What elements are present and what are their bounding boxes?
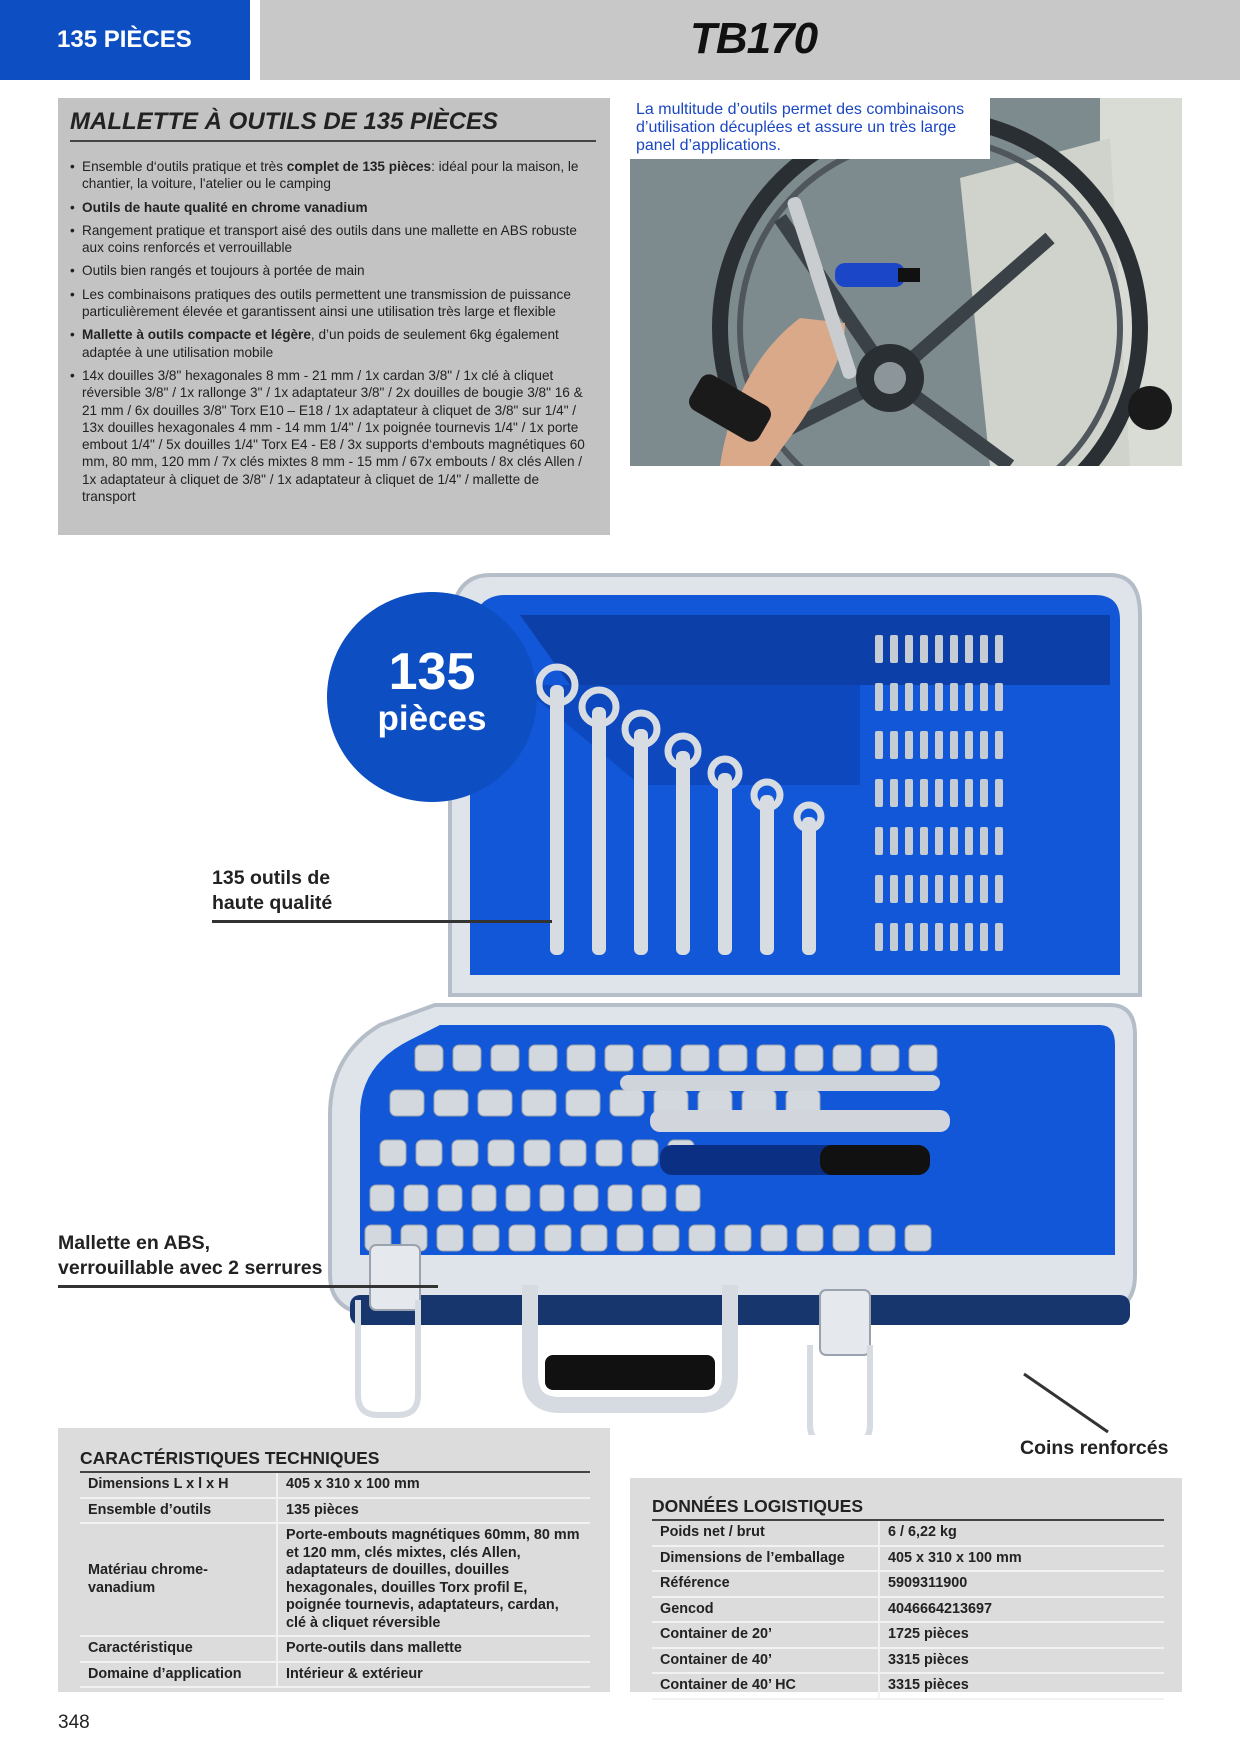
bit-icon xyxy=(980,635,988,663)
tech-specs-title: CARACTÉRISTIQUES TECHNIQUES xyxy=(80,1448,590,1473)
bit-icon xyxy=(890,779,898,807)
bit-icon xyxy=(980,875,988,903)
logistics-table xyxy=(652,1521,1164,1700)
bit-icon xyxy=(890,683,898,711)
socket-icon xyxy=(574,1185,598,1211)
bit-icon xyxy=(905,683,913,711)
feature-text: 14x douilles 3/8" hexagonales 8 mm - 21 mm / 1x cardan 3/8" / 1x clé à cliquet réversible 3/8" / 1x rallonge 3" / 1x adaptateur 3/8" / 2x douilles de bougie 3/8" 16 & 21 mm / 6x douilles 3/8" Torx E10 – E18 / 1x adaptateur à cliquet de 3/8" sur 1/4" / 13x douilles hexagonales 4 mm - 14 mm 1/4" / 1x poignée tournevis 1/4" / 1x porte embout 1/4" / 5x douilles 1/4" Torx E4 - E8 / 3x supports d‘embouts magnétiques 60 mm, 80 mm, 120 mm / 7x clés mixtes 8 mm - 15 mm / 67x embouts / 8x clés Allen / 1x adaptateur à cliquet de 3/8" / 1x adaptateur à cliquet de 1/4" / mallette de transport xyxy=(82,367,585,505)
tech-row xyxy=(80,1662,590,1688)
logistics-value: 405 x 310 x 100 mm xyxy=(879,1546,1164,1572)
photo-caption: La multitude d’outils permet des combinaisons d’utilisation décuplées et assure un très large panel d’applications. xyxy=(630,98,990,159)
callout-corners: Coins renforcés xyxy=(1020,1437,1169,1459)
callout-case-leader xyxy=(58,1285,438,1288)
bit-icon xyxy=(950,731,958,759)
socket-icon xyxy=(610,1090,644,1116)
bit-icon xyxy=(875,635,883,663)
bit-icon xyxy=(965,923,973,951)
logistics-label: Référence xyxy=(652,1571,879,1597)
logistics-label: Container de 20’ xyxy=(652,1622,879,1648)
bit-icon xyxy=(980,683,988,711)
socket-icon xyxy=(390,1090,424,1116)
bit-icon xyxy=(965,827,973,855)
feature-text: Outils bien rangés et toujours à portée de main xyxy=(82,263,365,279)
bit-icon xyxy=(905,875,913,903)
socket-icon xyxy=(681,1045,709,1071)
logistics-row xyxy=(652,1597,1164,1623)
socket-icon xyxy=(522,1090,556,1116)
bit-icon xyxy=(875,779,883,807)
logistics-row xyxy=(652,1648,1164,1674)
socket-icon xyxy=(869,1225,895,1251)
tech-label: Ensemble d’outils xyxy=(80,1498,277,1524)
feature-item xyxy=(70,367,596,505)
page-number: 348 xyxy=(58,1712,90,1733)
product-code: TB170 xyxy=(690,14,818,63)
feature-bold-text: Mallette à outils compacte et légère xyxy=(82,327,311,343)
bit-icon xyxy=(935,731,943,759)
callout-tools-line1: 135 outils de xyxy=(212,867,331,889)
logistics-row xyxy=(652,1673,1164,1699)
socket-icon xyxy=(472,1185,496,1211)
bit-icon xyxy=(965,875,973,903)
logistics-label: Poids net / brut xyxy=(652,1521,879,1546)
socket-icon xyxy=(605,1045,633,1071)
feature-item xyxy=(70,286,596,321)
pieces-badge xyxy=(327,592,537,802)
socket-icon xyxy=(725,1225,751,1251)
header-tag xyxy=(0,0,250,80)
wrench-icon xyxy=(718,773,732,955)
socket-icon xyxy=(560,1140,586,1166)
callout-tools-leader xyxy=(212,920,552,923)
tech-label: Caractéristique xyxy=(80,1636,277,1662)
feature-text: Les combinaisons pratiques des outils permettent une transmission de puissance particulièrement élevée et garantissent ainsi une utilisation très large et flexible xyxy=(82,286,571,320)
tech-label: Dimensions L x l x H xyxy=(80,1473,277,1498)
bit-icon xyxy=(950,779,958,807)
bit-icon xyxy=(950,827,958,855)
tech-value: Porte-embouts magnétiques 60mm, 80 mm et 120 mm, clés mixtes, clés Allen, adaptateurs de douilles, douilles hexagonales, douilles Torx profil E, poignée tournevis, adaptateurs, cardan, clé à cliquet réversible xyxy=(277,1523,590,1636)
feature-item xyxy=(70,199,596,216)
socket-icon xyxy=(438,1185,462,1211)
bit-icon xyxy=(965,731,973,759)
header-tag-text: 135 PIÈCES xyxy=(57,26,192,53)
bit-icon xyxy=(920,683,928,711)
bit-icon xyxy=(995,779,1003,807)
socket-icon xyxy=(581,1225,607,1251)
socket-icon xyxy=(415,1045,443,1071)
bit-icon xyxy=(980,923,988,951)
socket-icon xyxy=(833,1225,859,1251)
bit-icon xyxy=(965,635,973,663)
logistics-label: Gencod xyxy=(652,1597,879,1623)
bit-icon xyxy=(935,923,943,951)
socket-icon xyxy=(871,1045,899,1071)
feature-bold-text: complet de 135 pièces xyxy=(286,159,432,174)
tech-row xyxy=(80,1636,590,1662)
socket-icon xyxy=(434,1090,468,1116)
bit-icon xyxy=(920,779,928,807)
bit-icon xyxy=(875,827,883,855)
bit-icon xyxy=(950,683,958,711)
bit-icon xyxy=(920,827,928,855)
description-box xyxy=(58,98,610,535)
tech-label: Matériau chrome-vanadium xyxy=(80,1523,277,1636)
logistics-row xyxy=(652,1622,1164,1648)
bit-icon xyxy=(890,875,898,903)
bit-icon xyxy=(980,731,988,759)
socket-icon xyxy=(632,1140,658,1166)
feature-item xyxy=(70,222,596,257)
callout-tools-line2: haute qualité xyxy=(212,892,333,914)
usage-photo xyxy=(630,98,1182,466)
logistics-value: 3315 pièces xyxy=(879,1648,1164,1674)
bit-icon xyxy=(965,683,973,711)
socket-icon xyxy=(617,1225,643,1251)
bit-icon xyxy=(995,827,1003,855)
wrench-icon xyxy=(802,817,816,955)
bit-icon xyxy=(905,827,913,855)
tech-value: Intérieur & extérieur xyxy=(277,1662,590,1688)
socket-icon xyxy=(905,1225,931,1251)
bit-icon xyxy=(890,731,898,759)
bit-icon xyxy=(875,683,883,711)
logistics-label: Container de 40’ xyxy=(652,1648,879,1674)
bit-icon xyxy=(935,779,943,807)
tech-row xyxy=(80,1523,590,1636)
bit-icon xyxy=(935,875,943,903)
socket-icon xyxy=(833,1045,861,1071)
socket-icon xyxy=(540,1185,564,1211)
socket-icon xyxy=(689,1225,715,1251)
bit-icon xyxy=(935,827,943,855)
socket-icon xyxy=(478,1090,512,1116)
socket-icon xyxy=(452,1140,478,1166)
socket-icon xyxy=(380,1140,406,1166)
socket-icon xyxy=(404,1185,428,1211)
socket-icon xyxy=(642,1185,666,1211)
bit-icon xyxy=(950,635,958,663)
feature-list xyxy=(70,158,596,505)
tech-specs-box xyxy=(58,1428,610,1692)
bit-icon xyxy=(995,731,1003,759)
socket-icon xyxy=(757,1045,785,1071)
logistics-row xyxy=(652,1546,1164,1572)
badge-unit: pièces xyxy=(377,699,487,738)
socket-icon xyxy=(797,1225,823,1251)
tech-row xyxy=(80,1498,590,1524)
feature-text: Ensemble d‘outils pratique et très xyxy=(82,159,287,174)
socket-icon xyxy=(509,1225,535,1251)
bit-icon xyxy=(995,875,1003,903)
wrench-icon xyxy=(634,729,648,955)
socket-icon xyxy=(761,1225,787,1251)
logistics-label: Container de 40’ HC xyxy=(652,1673,879,1699)
callout-tools xyxy=(212,866,332,916)
socket-icon xyxy=(488,1140,514,1166)
bit-icon xyxy=(875,923,883,951)
bit-icon xyxy=(980,827,988,855)
socket-icon xyxy=(524,1140,550,1166)
socket-icon xyxy=(909,1045,937,1071)
tech-value: 135 pièces xyxy=(277,1498,590,1524)
socket-icon xyxy=(545,1225,571,1251)
bit-icon xyxy=(920,923,928,951)
bit-icon xyxy=(875,731,883,759)
tech-row xyxy=(80,1473,590,1498)
socket-icon xyxy=(719,1045,747,1071)
socket-icon xyxy=(608,1185,632,1211)
logistics-value: 1725 pièces xyxy=(879,1622,1164,1648)
logistics-box xyxy=(630,1478,1182,1692)
bit-icon xyxy=(920,875,928,903)
tech-label: Domaine d’application xyxy=(80,1662,277,1688)
bit-icon xyxy=(905,731,913,759)
callout-case-line2: verrouillable avec 2 serrures xyxy=(58,1257,323,1279)
tech-value: Porte-outils dans mallette xyxy=(277,1636,590,1662)
bit-icon xyxy=(950,923,958,951)
feature-bold-text: Outils de haute qualité en chrome vanadium xyxy=(82,199,368,215)
logistics-title: DONNÉES LOGISTIQUES xyxy=(652,1496,1164,1521)
wrench-icon xyxy=(592,707,606,955)
logistics-label: Dimensions de l’emballage xyxy=(652,1546,879,1572)
logistics-row xyxy=(652,1571,1164,1597)
socket-icon xyxy=(567,1045,595,1071)
feature-item xyxy=(70,326,596,361)
bit-icon xyxy=(935,683,943,711)
tech-value: 405 x 310 x 100 mm xyxy=(277,1473,590,1498)
socket-icon xyxy=(370,1185,394,1211)
socket-icon xyxy=(491,1045,519,1071)
socket-icon xyxy=(653,1225,679,1251)
socket-icon xyxy=(506,1185,530,1211)
logistics-row xyxy=(652,1521,1164,1546)
bit-icon xyxy=(890,827,898,855)
bit-icon xyxy=(980,779,988,807)
bit-icon xyxy=(995,683,1003,711)
socket-icon xyxy=(566,1090,600,1116)
bit-icon xyxy=(905,779,913,807)
logistics-value: 6 / 6,22 kg xyxy=(879,1521,1164,1546)
bit-icon xyxy=(875,875,883,903)
socket-icon xyxy=(437,1225,463,1251)
logistics-value: 4046664213697 xyxy=(879,1597,1164,1623)
bit-icon xyxy=(905,635,913,663)
bit-icon xyxy=(950,875,958,903)
feature-text-after: , d’un poids de seulement 6kg également adaptée à une utilisation mobile xyxy=(82,327,559,360)
wrench-icon xyxy=(760,795,774,955)
bit-icon xyxy=(920,635,928,663)
badge-number: 135 xyxy=(388,643,476,701)
socket-icon xyxy=(529,1045,557,1071)
feature-item xyxy=(70,158,596,193)
bit-icon xyxy=(905,923,913,951)
logistics-value: 3315 pièces xyxy=(879,1673,1164,1699)
bit-icon xyxy=(995,923,1003,951)
feature-text-after: : idéal pour la maison, le chantier, la voiture, l'atelier ou le camping xyxy=(82,159,579,192)
socket-icon xyxy=(416,1140,442,1166)
feature-item xyxy=(70,262,596,279)
bit-icon xyxy=(890,635,898,663)
socket-icon xyxy=(453,1045,481,1071)
socket-icon xyxy=(643,1045,671,1071)
socket-icon xyxy=(795,1045,823,1071)
callout-case xyxy=(58,1231,323,1281)
wrench-icon xyxy=(550,685,564,955)
socket-icon xyxy=(473,1225,499,1251)
logistics-value: 5909311900 xyxy=(879,1571,1164,1597)
bit-icon xyxy=(890,923,898,951)
bit-icon xyxy=(935,635,943,663)
feature-text: Rangement pratique et transport aisé des outils dans une mallette en ABS robuste aux coins renforcés et verrouillable xyxy=(82,222,577,256)
callout-case-line1: Mallette en ABS, xyxy=(58,1232,211,1254)
bit-icon xyxy=(995,635,1003,663)
socket-icon xyxy=(596,1140,622,1166)
socket-icon xyxy=(676,1185,700,1211)
bit-icon xyxy=(965,779,973,807)
description-title: MALLETTE À OUTILS DE 135 PIÈCES xyxy=(70,108,596,142)
callout-corners-leader xyxy=(1020,1370,1110,1440)
wrench-icon xyxy=(676,751,690,955)
tech-specs-table xyxy=(80,1473,590,1688)
bit-icon xyxy=(920,731,928,759)
